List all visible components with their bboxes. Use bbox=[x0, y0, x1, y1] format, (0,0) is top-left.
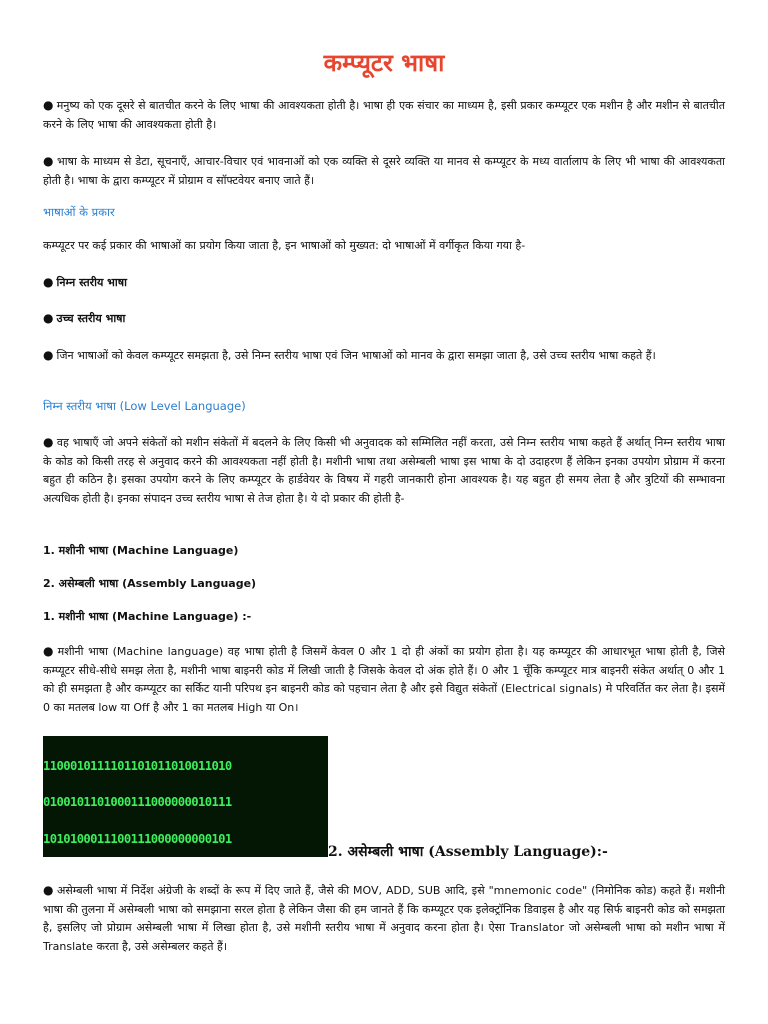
machine-text: मशीनी भाषा (Machine language) वह भाषा होती है जिसमें केवल 0 और 1 दो ही अंकों का प्रयोग होता है। यह कम्प्यूटर की आधारभूत भाषा होती है, जिसे कम्प्यूटर सीधे-सीधे समझ लेता है, मशीनी भाषा बाइनरी कोड में लिखी जाती है जिसके केवल दो अंक होते हैं। 0 और 1 चूँकि कम्प्यूटर मात्र बाइनरी संकेत अर्थात् 0 और 1 को ही समझता है और कम्प्यूटर का सर्किट यानी परिपथ इन बाइनरी कोड को पहचान लेता है और इसे विद्युत संकेतों (Electrical signals) मे परिवर्तित कर लेता है। इसमें 0 का मतलब low या Off है और 1 का मतलब High या On। bbox=[43, 645, 725, 714]
binary-line: 0100101101000111000000010111 bbox=[43, 795, 232, 810]
low-level-list-item-1: 1. मशीनी भाषा (Machine Language) bbox=[43, 544, 239, 557]
intro-p1-text: मनुष्य को एक दूसरे से बातचीत करने के लिए भाषा की आवश्यकता होती है। भाषा ही एक संचार का माध्यम है, इसी प्रकार कम्प्यूटर एक मशीन है और मशीन से बातचीत करने के लिए भाषा की आवश्यकता होती है। bbox=[43, 99, 725, 131]
bullet-icon: ● bbox=[43, 435, 54, 449]
intro-paragraph-2 bbox=[43, 152, 725, 190]
low-level-heading: निम्न स्तरीय भाषा (Low Level Language) bbox=[43, 399, 246, 413]
bullet-icon: ● bbox=[43, 275, 54, 289]
low-level-text: वह भाषाएँ जो अपने संकेतों को मशीन संकेतों में बदलने के लिए किसी भी अनुवादक को सम्मिलित नहीं करता, उसे निम्न स्तरीय भाषा कहते हैं अर्थात् निम्न स्तरीय भाषा के कोड को किसी तरह से अनुवाद करने की आवश्यकता नहीं होती है। मशीनी भाषा तथा असेम्बली भाषा इस भाषा के दो उदाहरण हैं लेकिन इनका उपयोग प्रोग्राम में करना बहुत ही कठिन है। इसका उपयोग करने के लिए कम्प्यूटर के हार्डवेयर के विषय में गहरी जानकारी होना आवश्यक है। यह बहुत ही समय लेता है और त्रुटियों की सम्भावना अत्यधिक होती है। इनका संपादन उच्च स्तरीय भाषा से तेज होता है। ये दो प्रकार की होती है- bbox=[43, 436, 725, 505]
bullet-icon: ● bbox=[43, 883, 54, 897]
bullet-icon: ● bbox=[43, 311, 54, 325]
types-item-high bbox=[43, 311, 125, 326]
bullet-icon: ● bbox=[43, 644, 55, 658]
bullet-icon: ● bbox=[43, 348, 54, 362]
binary-line: 1100010111101101011010011010 bbox=[43, 759, 232, 774]
low-level-paragraph bbox=[43, 433, 725, 508]
machine-heading: 1. मशीनी भाषा (Machine Language) :- bbox=[43, 610, 252, 623]
types-heading: भाषाओं के प्रकार bbox=[43, 205, 115, 219]
types-item2-text: उच्च स्तरीय भाषा bbox=[56, 312, 126, 325]
low-level-list-item-2: 2. असेम्बली भाषा (Assembly Language) bbox=[43, 577, 257, 590]
intro-p2-text: भाषा के माध्यम से डेटा, सूचनाएँ, आचार-विचार एवं भावनाओं को एक व्यक्ति से दूसरे व्यक्ति या मानव से कम्प्यूटर के मध्य वार्तालाप के लिए भी भाषा की आवश्यकता होती है। भाषा के द्वारा कम्प्यूटर में प्रोग्राम व सॉफ्टवेयर बनाए जाते हैं। bbox=[43, 155, 725, 187]
bullet-icon: ● bbox=[43, 98, 54, 112]
page-title: कम्प्यूटर भाषा bbox=[323, 49, 445, 77]
types-summary bbox=[43, 346, 725, 366]
bullet-icon: ● bbox=[43, 154, 55, 168]
types-item1-text: निम्न स्तरीय भाषा bbox=[56, 276, 127, 289]
types-intro: कम्प्यूटर पर कई प्रकार की भाषाओं का प्रयोग किया जाता है, इन भाषाओं को मुख्यत: दो भाषाओं में वर्गीकृत किया गया है- bbox=[43, 239, 526, 252]
machine-paragraph bbox=[43, 642, 725, 717]
types-item-low bbox=[43, 275, 127, 290]
assembly-heading: 2. असेम्बली भाषा (Assembly Language):- bbox=[328, 844, 608, 860]
types-summary-text: जिन भाषाओं को केवल कम्प्यूटर समझता है, उसे निम्न स्तरीय भाषा एवं जिन भाषाओं को मानव के द्वारा समझा जाता है, उसे उच्च स्तरीय भाषा कहते हैं। bbox=[56, 349, 656, 362]
binary-line: 1010100011100111000000000101 bbox=[43, 831, 232, 846]
intro-paragraph-1 bbox=[43, 96, 725, 134]
binary-code-image bbox=[43, 736, 328, 857]
assembly-text: असेम्बली भाषा में निर्देश अंग्रेजी के शब्दों के रूप में दिए जाते हैं, जैसे की MOV, ADD, SUB आदि, इसे "mnemonic code" (निमोनिक कोड) कहते हैं। मशीनी भाषा की तुलना में असेम्बली भाषा को समझाना सरल होता है लेकिन जैसा की हम जानते हैं कि कम्प्यूटर एक इलेक्ट्रॉनिक डिवाइस है और यह सिर्फ बाइनरी कोड को समझता है, इसलिए जो प्रोग्राम असेम्बली भाषा में लिखा होता है, उसे मशीनी स्तरीय भाषा में अनुवाद करना होता है। ऐसा Translator जो असेम्बली भाषा को मशीन भाषा में Translate करता है, उसे असेम्बलर कहते हैं। bbox=[43, 884, 725, 953]
assembly-paragraph bbox=[43, 881, 725, 956]
